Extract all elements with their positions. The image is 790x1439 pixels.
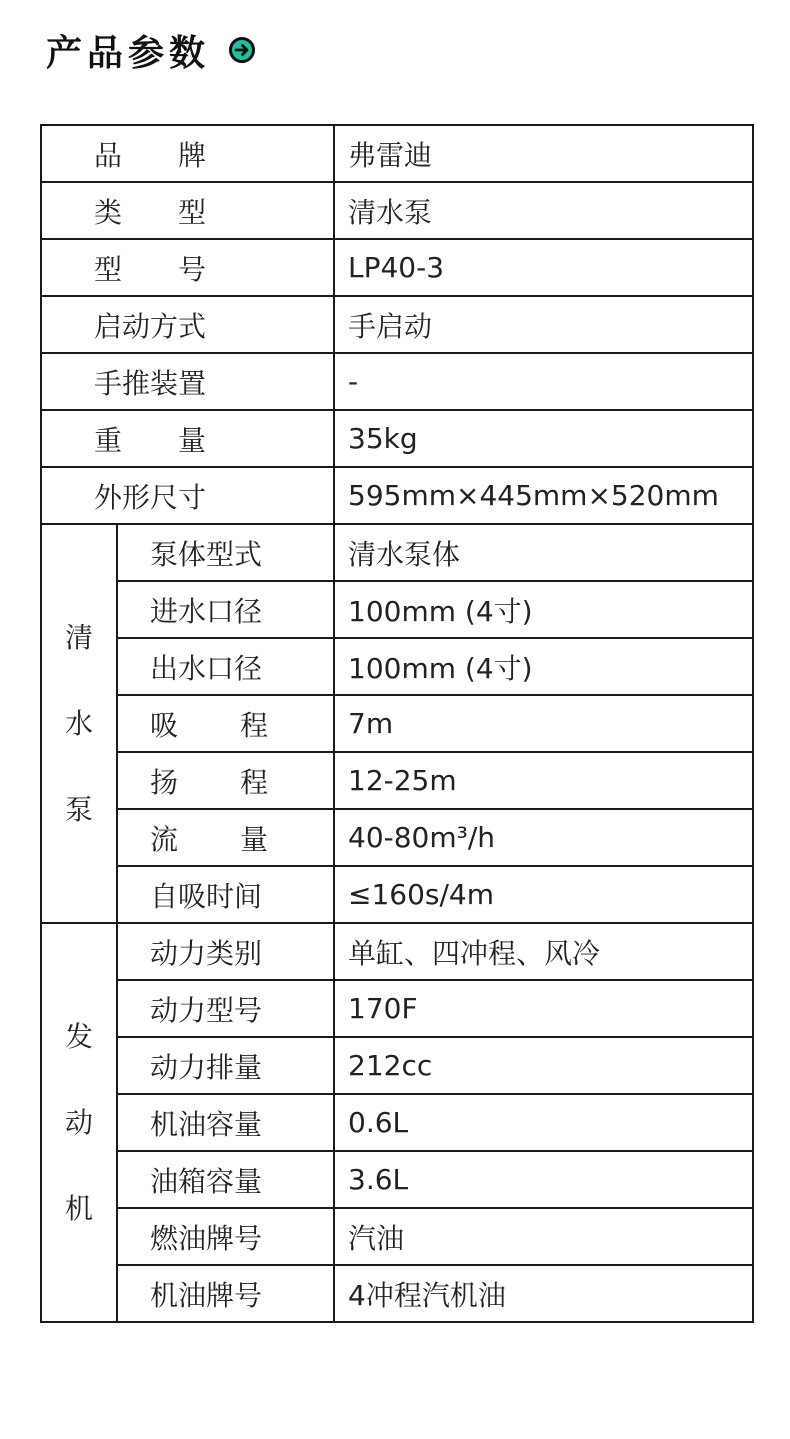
table-row bbox=[41, 1208, 753, 1265]
spec-label bbox=[41, 125, 334, 182]
spec-label-text: 动力型号 bbox=[150, 993, 263, 1027]
table-row bbox=[41, 752, 753, 809]
spec-label-char: 类 bbox=[94, 195, 123, 229]
table-row bbox=[41, 182, 753, 239]
page-title: 产品参数 bbox=[46, 32, 211, 74]
spec-label bbox=[117, 1037, 334, 1094]
spec-label-char: 型 bbox=[94, 252, 123, 286]
spec-label-text: 出水口径 bbox=[150, 651, 263, 685]
spec-label bbox=[117, 524, 334, 581]
spec-label-text: 油箱容量 bbox=[150, 1164, 263, 1198]
spec-label-text: 泵体型式 bbox=[150, 537, 263, 571]
spec-label-text: 机油容量 bbox=[150, 1107, 263, 1141]
group-label-char: 清 bbox=[64, 620, 93, 654]
spec-value: 595mm×445mm×520mm bbox=[334, 467, 753, 524]
spec-label-text: 自吸时间 bbox=[150, 879, 263, 913]
spec-value: LP40-3 bbox=[334, 239, 753, 296]
spec-label-text: 燃油牌号 bbox=[150, 1221, 263, 1255]
group-label-char: 泵 bbox=[64, 792, 93, 826]
spec-label bbox=[117, 581, 334, 638]
spec-label-text: 启动方式 bbox=[94, 309, 207, 343]
spec-label bbox=[117, 923, 334, 980]
spec-value: 12-25m bbox=[334, 752, 753, 809]
spec-label bbox=[117, 1265, 334, 1322]
table-row bbox=[41, 1151, 753, 1208]
spec-label bbox=[117, 980, 334, 1037]
spec-label-char: 号 bbox=[177, 252, 206, 286]
spec-label-text: 手推装置 bbox=[94, 366, 207, 400]
table-row bbox=[41, 467, 753, 524]
spec-label-char: 型 bbox=[177, 195, 206, 229]
section-header bbox=[46, 24, 256, 76]
spec-label bbox=[41, 353, 334, 410]
table-row bbox=[41, 809, 753, 866]
spec-label bbox=[117, 638, 334, 695]
table-row bbox=[41, 1265, 753, 1322]
spec-value: 清水泵 bbox=[334, 182, 753, 239]
spec-label bbox=[41, 296, 334, 353]
spec-label bbox=[117, 752, 334, 809]
spec-label-text: 进水口径 bbox=[150, 594, 263, 628]
group-label-char: 发 bbox=[64, 1019, 93, 1053]
table-row bbox=[41, 410, 753, 467]
spec-label-char: 量 bbox=[239, 822, 268, 856]
spec-value: 7m bbox=[334, 695, 753, 752]
group-label bbox=[41, 923, 117, 1322]
spec-label-char: 量 bbox=[177, 423, 206, 457]
spec-label bbox=[41, 410, 334, 467]
spec-label-text: 动力类别 bbox=[150, 936, 263, 970]
spec-value: 100mm (4寸) bbox=[334, 638, 753, 695]
spec-value: ≤160s/4m bbox=[334, 866, 753, 923]
spec-value: - bbox=[334, 353, 753, 410]
spec-label-char: 品 bbox=[94, 138, 123, 172]
spec-table bbox=[40, 124, 754, 1323]
table-row bbox=[41, 866, 753, 923]
spec-value: 4冲程汽机油 bbox=[334, 1265, 753, 1322]
table-row bbox=[41, 524, 753, 581]
table-row bbox=[41, 125, 753, 182]
table-row bbox=[41, 353, 753, 410]
spec-value: 清水泵体 bbox=[334, 524, 753, 581]
arrow-right-circle-icon[interactable] bbox=[228, 36, 256, 64]
spec-label bbox=[41, 467, 334, 524]
spec-label-text: 机油牌号 bbox=[150, 1278, 263, 1312]
spec-value: 弗雷迪 bbox=[334, 125, 753, 182]
spec-label bbox=[41, 239, 334, 296]
spec-label bbox=[41, 182, 334, 239]
table-row bbox=[41, 923, 753, 980]
spec-label-char: 扬 bbox=[150, 765, 179, 799]
spec-value: 0.6L bbox=[334, 1094, 753, 1151]
spec-label-char: 程 bbox=[239, 708, 268, 742]
spec-value: 212cc bbox=[334, 1037, 753, 1094]
spec-label-char: 重 bbox=[94, 423, 123, 457]
spec-value: 40-80m³/h bbox=[334, 809, 753, 866]
table-row bbox=[41, 638, 753, 695]
spec-value: 100mm (4寸) bbox=[334, 581, 753, 638]
spec-label bbox=[117, 695, 334, 752]
spec-label bbox=[117, 1208, 334, 1265]
spec-label bbox=[117, 1151, 334, 1208]
spec-value: 170F bbox=[334, 980, 753, 1037]
spec-label bbox=[117, 809, 334, 866]
spec-label-text: 动力排量 bbox=[150, 1050, 263, 1084]
group-label-char: 动 bbox=[64, 1105, 93, 1139]
spec-value: 35kg bbox=[334, 410, 753, 467]
group-label-char: 水 bbox=[64, 706, 93, 740]
spec-label-char: 吸 bbox=[150, 708, 179, 742]
table-row bbox=[41, 239, 753, 296]
spec-label-char: 流 bbox=[150, 822, 179, 856]
spec-label bbox=[117, 866, 334, 923]
spec-value: 汽油 bbox=[334, 1208, 753, 1265]
spec-label-char: 程 bbox=[239, 765, 268, 799]
table-row bbox=[41, 581, 753, 638]
group-label-char: 机 bbox=[64, 1191, 93, 1225]
spec-label bbox=[117, 1094, 334, 1151]
spec-label-text: 外形尺寸 bbox=[94, 480, 207, 514]
table-row bbox=[41, 296, 753, 353]
table-row bbox=[41, 695, 753, 752]
table-row bbox=[41, 1037, 753, 1094]
table-row bbox=[41, 1094, 753, 1151]
spec-value: 手启动 bbox=[334, 296, 753, 353]
spec-label-char: 牌 bbox=[177, 138, 206, 172]
group-label bbox=[41, 524, 117, 923]
spec-value: 单缸、四冲程、风冷 bbox=[334, 923, 753, 980]
table-row bbox=[41, 980, 753, 1037]
spec-value: 3.6L bbox=[334, 1151, 753, 1208]
